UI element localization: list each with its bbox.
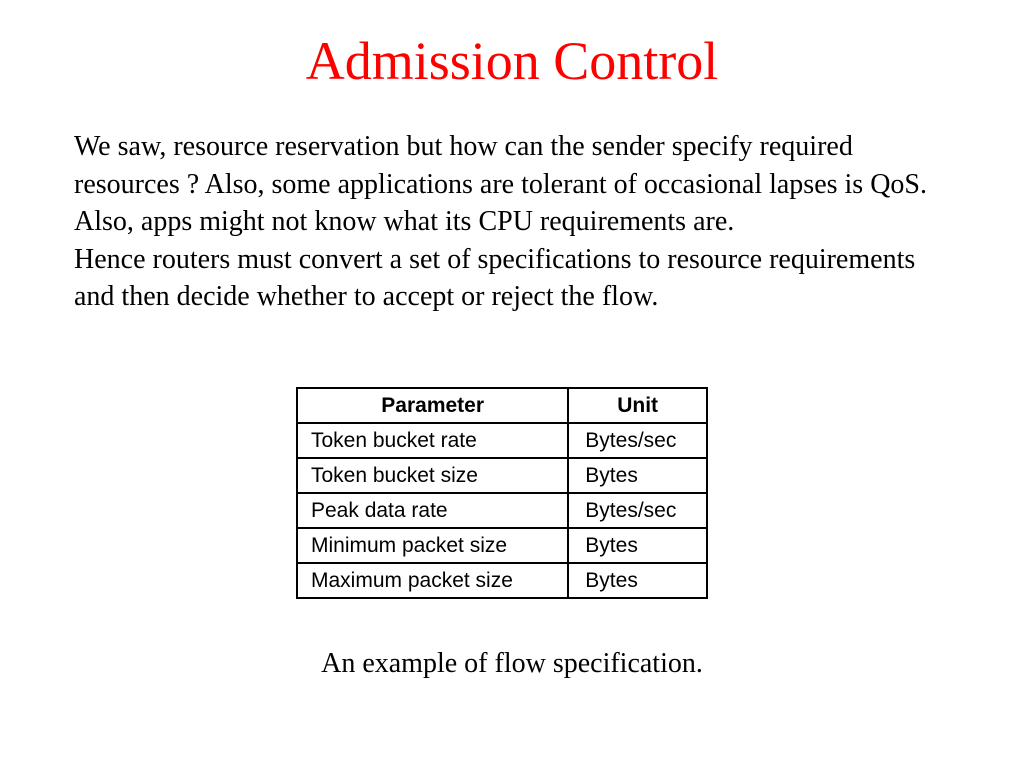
table-cell-unit: Bytes (568, 528, 707, 563)
table-header-row (297, 388, 707, 423)
table-header-parameter: Parameter (297, 388, 568, 423)
table-cell-parameter: Maximum packet size (297, 563, 568, 598)
table-row (297, 493, 707, 528)
table-cell-unit: Bytes/sec (568, 423, 707, 458)
table-cell-parameter: Peak data rate (297, 493, 568, 528)
table-row (297, 458, 707, 493)
table-row (297, 563, 707, 598)
flow-spec-table (296, 387, 708, 599)
table-cell-unit: Bytes/sec (568, 493, 707, 528)
slide-title: Admission Control (305, 31, 719, 91)
table-caption: An example of flow specification. (321, 648, 703, 679)
table-cell-parameter: Minimum packet size (297, 528, 568, 563)
table-cell-parameter: Token bucket size (297, 458, 568, 493)
table-cell-parameter: Token bucket rate (297, 423, 568, 458)
body-paragraph-1: We saw, resource reservation but how can the sender specify required resources ? Also, some applications are tolerant of occasional lapses is QoS. Also, apps might not know what its CPU requirements are. (74, 131, 933, 237)
table-row (297, 528, 707, 563)
table-cell-unit: Bytes (568, 563, 707, 598)
table-row (297, 423, 707, 458)
body-paragraph-2: Hence routers must convert a set of specifications to resource requirements and then decide whether to accept or reject the flow. (74, 243, 930, 312)
body-text (74, 128, 954, 316)
table-header-unit: Unit (568, 388, 707, 423)
table-cell-unit: Bytes (568, 458, 707, 493)
